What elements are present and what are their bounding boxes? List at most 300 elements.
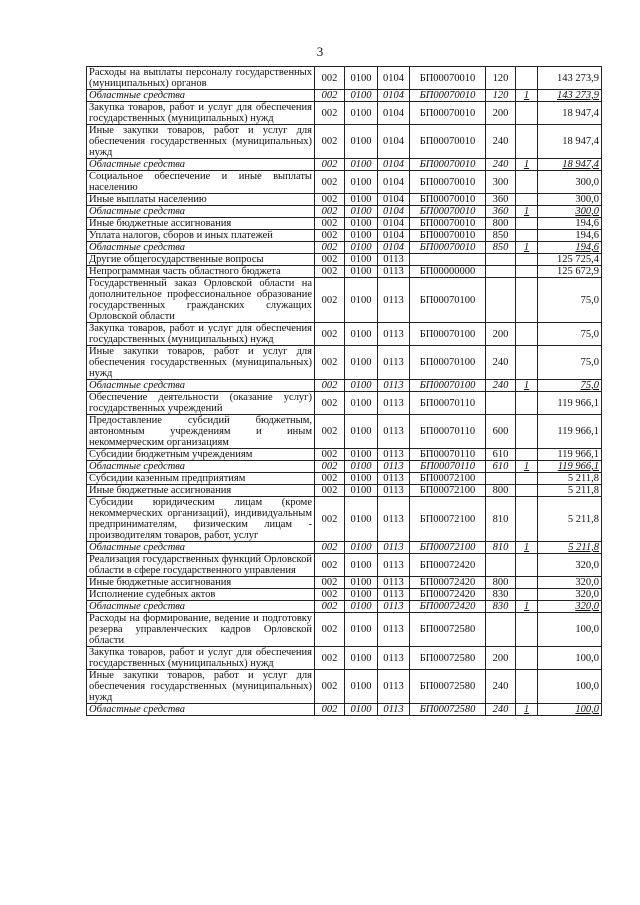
expense-type-cell: 200	[486, 323, 516, 346]
row-name-cell: Областные средства	[87, 601, 315, 613]
target-article-cell: БП00072100	[410, 497, 486, 542]
amount-cell: 75,0	[538, 278, 602, 323]
row-name-cell: Реализация государственных функций Орловской области в сфере государственного управления	[87, 554, 315, 577]
ministry-code-cell: 002	[315, 415, 345, 449]
row-name-cell: Расходы на формирование, ведение и подготовку резерва управленческих кадров Орловской области	[87, 613, 315, 647]
subsection-code-cell: 0113	[378, 254, 410, 266]
subsection-code-cell: 0113	[378, 542, 410, 554]
row-name-cell: Областные средства	[87, 206, 315, 218]
target-article-cell	[410, 254, 486, 266]
funding-source-cell	[516, 473, 538, 485]
row-name-cell: Областные средства	[87, 242, 315, 254]
section-code-cell: 0100	[345, 102, 378, 125]
funding-source-cell	[516, 194, 538, 206]
page-number: 3	[316, 44, 324, 59]
expense-type-cell: 240	[486, 125, 516, 159]
ministry-code-cell: 002	[315, 613, 345, 647]
table-row	[87, 554, 602, 577]
table-row	[87, 613, 602, 647]
expense-type-cell: 600	[486, 415, 516, 449]
section-code-cell: 0100	[345, 206, 378, 218]
subsection-code-cell: 0113	[378, 589, 410, 601]
target-article-cell: БП00072580	[410, 670, 486, 704]
ministry-code-cell: 002	[315, 704, 345, 716]
expense-type-cell: 800	[486, 485, 516, 497]
target-article-cell: БП00000000	[410, 266, 486, 278]
table-row	[87, 577, 602, 589]
expense-type-cell	[486, 613, 516, 647]
subsection-code-cell: 0104	[378, 125, 410, 159]
subsection-code-cell: 0104	[378, 206, 410, 218]
table-row	[87, 230, 602, 242]
expense-type-cell: 240	[486, 670, 516, 704]
funding-source-cell	[516, 266, 538, 278]
funding-source-cell: 1	[516, 704, 538, 716]
amount-cell: 75,0	[538, 346, 602, 380]
amount-cell: 300,0	[538, 206, 602, 218]
expense-type-cell: 120	[486, 90, 516, 102]
funding-source-cell	[516, 415, 538, 449]
section-code-cell: 0100	[345, 589, 378, 601]
ministry-code-cell: 002	[315, 392, 345, 415]
table-row	[87, 542, 602, 554]
row-name-cell: Обеспечение деятельности (оказание услуг) государственных учреждений	[87, 392, 315, 415]
row-name-cell: Закупка товаров, работ и услуг для обеспечения государственных (муниципальных) нужд	[87, 102, 315, 125]
subsection-code-cell: 0113	[378, 323, 410, 346]
section-code-cell: 0100	[345, 218, 378, 230]
target-article-cell: БП00070010	[410, 67, 486, 90]
amount-cell: 5 211,8	[538, 473, 602, 485]
ministry-code-cell: 002	[315, 346, 345, 380]
funding-source-cell	[516, 392, 538, 415]
row-name-cell: Иные бюджетные ассигнования	[87, 577, 315, 589]
target-article-cell: БП00072420	[410, 554, 486, 577]
budget-table-body	[87, 67, 602, 716]
funding-source-cell: 1	[516, 601, 538, 613]
table-row	[87, 670, 602, 704]
row-name-cell: Субсидии бюджетным учреждениям	[87, 449, 315, 461]
row-name-cell: Другие общегосударственные вопросы	[87, 254, 315, 266]
section-code-cell: 0100	[345, 485, 378, 497]
ministry-code-cell: 002	[315, 159, 345, 171]
target-article-cell: БП00072420	[410, 601, 486, 613]
table-row	[87, 589, 602, 601]
row-name-cell: Непрограммная часть областного бюджета	[87, 266, 315, 278]
subsection-code-cell: 0113	[378, 392, 410, 415]
table-row	[87, 380, 602, 392]
table-row	[87, 194, 602, 206]
expense-type-cell: 830	[486, 589, 516, 601]
row-name-cell: Областные средства	[87, 90, 315, 102]
funding-source-cell: 1	[516, 542, 538, 554]
section-code-cell: 0100	[345, 497, 378, 542]
subsection-code-cell: 0104	[378, 230, 410, 242]
amount-cell: 100,0	[538, 647, 602, 670]
funding-source-cell	[516, 613, 538, 647]
amount-cell: 143 273,9	[538, 90, 602, 102]
table-row	[87, 206, 602, 218]
row-name-cell: Закупка товаров, работ и услуг для обеспечения государственных (муниципальных) нужд	[87, 647, 315, 670]
subsection-code-cell: 0113	[378, 449, 410, 461]
amount-cell: 18 947,4	[538, 125, 602, 159]
subsection-code-cell: 0104	[378, 218, 410, 230]
section-code-cell: 0100	[345, 125, 378, 159]
expense-type-cell	[486, 254, 516, 266]
table-row	[87, 218, 602, 230]
section-code-cell: 0100	[345, 704, 378, 716]
target-article-cell: БП00070100	[410, 346, 486, 380]
subsection-code-cell: 0113	[378, 497, 410, 542]
subsection-code-cell: 0104	[378, 171, 410, 194]
section-code-cell: 0100	[345, 67, 378, 90]
funding-source-cell: 1	[516, 159, 538, 171]
table-row	[87, 601, 602, 613]
table-row	[87, 323, 602, 346]
expense-type-cell	[486, 554, 516, 577]
funding-source-cell	[516, 449, 538, 461]
ministry-code-cell: 002	[315, 577, 345, 589]
subsection-code-cell: 0113	[378, 415, 410, 449]
table-row	[87, 346, 602, 380]
ministry-code-cell: 002	[315, 171, 345, 194]
subsection-code-cell: 0113	[378, 670, 410, 704]
expense-type-cell: 360	[486, 206, 516, 218]
ministry-code-cell: 002	[315, 380, 345, 392]
funding-source-cell	[516, 323, 538, 346]
amount-cell: 125 672,9	[538, 266, 602, 278]
target-article-cell: БП00072580	[410, 613, 486, 647]
expense-type-cell: 120	[486, 67, 516, 90]
table-row	[87, 415, 602, 449]
ministry-code-cell: 002	[315, 206, 345, 218]
amount-cell: 320,0	[538, 577, 602, 589]
subsection-code-cell: 0113	[378, 554, 410, 577]
ministry-code-cell: 002	[315, 102, 345, 125]
target-article-cell: БП00070010	[410, 218, 486, 230]
expense-type-cell	[486, 473, 516, 485]
target-article-cell: БП00070010	[410, 102, 486, 125]
row-name-cell: Областные средства	[87, 159, 315, 171]
section-code-cell: 0100	[345, 392, 378, 415]
expense-type-cell: 240	[486, 346, 516, 380]
table-row	[87, 278, 602, 323]
table-row	[87, 497, 602, 542]
table-row	[87, 473, 602, 485]
row-name-cell: Иные закупки товаров, работ и услуг для обеспечения государственных (муниципальных) нужд	[87, 670, 315, 704]
expense-type-cell: 850	[486, 230, 516, 242]
subsection-code-cell: 0113	[378, 380, 410, 392]
expense-type-cell: 850	[486, 242, 516, 254]
target-article-cell: БП00070100	[410, 380, 486, 392]
table-row	[87, 254, 602, 266]
expense-type-cell: 610	[486, 461, 516, 473]
subsection-code-cell: 0113	[378, 473, 410, 485]
section-code-cell: 0100	[345, 380, 378, 392]
subsection-code-cell: 0104	[378, 67, 410, 90]
funding-source-cell	[516, 102, 538, 125]
amount-cell: 18 947,4	[538, 159, 602, 171]
expense-type-cell: 610	[486, 449, 516, 461]
funding-source-cell	[516, 254, 538, 266]
subsection-code-cell: 0104	[378, 242, 410, 254]
target-article-cell: БП00072420	[410, 577, 486, 589]
section-code-cell: 0100	[345, 647, 378, 670]
subsection-code-cell: 0113	[378, 704, 410, 716]
section-code-cell: 0100	[345, 194, 378, 206]
amount-cell: 18 947,4	[538, 102, 602, 125]
row-name-cell: Иные выплаты населению	[87, 194, 315, 206]
table-row	[87, 266, 602, 278]
funding-source-cell: 1	[516, 461, 538, 473]
expense-type-cell: 240	[486, 380, 516, 392]
subsection-code-cell: 0113	[378, 577, 410, 589]
amount-cell: 300,0	[538, 171, 602, 194]
section-code-cell: 0100	[345, 254, 378, 266]
amount-cell: 320,0	[538, 589, 602, 601]
section-code-cell: 0100	[345, 230, 378, 242]
table-row	[87, 171, 602, 194]
table-row	[87, 392, 602, 415]
ministry-code-cell: 002	[315, 647, 345, 670]
ministry-code-cell: 002	[315, 323, 345, 346]
row-name-cell: Субсидии юридическим лицам (кроме некоммерческих организаций), индивидуальным предпринимателям, физическим лицам - производителям товаров, работ, услуг	[87, 497, 315, 542]
row-name-cell: Областные средства	[87, 461, 315, 473]
target-article-cell: БП00072580	[410, 647, 486, 670]
amount-cell: 320,0	[538, 554, 602, 577]
amount-cell: 119 966,1	[538, 415, 602, 449]
row-name-cell: Уплата налогов, сборов и иных платежей	[87, 230, 315, 242]
subsection-code-cell: 0113	[378, 613, 410, 647]
target-article-cell: БП00070010	[410, 171, 486, 194]
subsection-code-cell: 0104	[378, 102, 410, 125]
table-row	[87, 461, 602, 473]
ministry-code-cell: 002	[315, 449, 345, 461]
table-row	[87, 647, 602, 670]
subsection-code-cell: 0113	[378, 485, 410, 497]
section-code-cell: 0100	[345, 554, 378, 577]
expense-type-cell	[486, 392, 516, 415]
section-code-cell: 0100	[345, 449, 378, 461]
funding-source-cell	[516, 485, 538, 497]
amount-cell: 194,6	[538, 242, 602, 254]
table-row	[87, 242, 602, 254]
row-name-cell: Областные средства	[87, 380, 315, 392]
expense-type-cell: 810	[486, 497, 516, 542]
row-name-cell: Государственный заказ Орловской области на дополнительное профессиональное образование государственных гражданских служащих Орловской области	[87, 278, 315, 323]
funding-source-cell: 1	[516, 90, 538, 102]
amount-cell: 194,6	[538, 218, 602, 230]
amount-cell: 5 211,8	[538, 485, 602, 497]
section-code-cell: 0100	[345, 415, 378, 449]
funding-source-cell: 1	[516, 242, 538, 254]
target-article-cell: БП00070110	[410, 392, 486, 415]
amount-cell: 5 211,8	[538, 542, 602, 554]
section-code-cell: 0100	[345, 159, 378, 171]
funding-source-cell	[516, 218, 538, 230]
amount-cell: 119 966,1	[538, 392, 602, 415]
ministry-code-cell: 002	[315, 90, 345, 102]
ministry-code-cell: 002	[315, 473, 345, 485]
table-row	[87, 159, 602, 171]
amount-cell: 119 966,1	[538, 449, 602, 461]
table-row	[87, 485, 602, 497]
ministry-code-cell: 002	[315, 589, 345, 601]
target-article-cell: БП00070010	[410, 159, 486, 171]
subsection-code-cell: 0113	[378, 461, 410, 473]
expense-type-cell: 200	[486, 102, 516, 125]
section-code-cell: 0100	[345, 461, 378, 473]
target-article-cell: БП00070100	[410, 323, 486, 346]
amount-cell: 5 211,8	[538, 497, 602, 542]
ministry-code-cell: 002	[315, 554, 345, 577]
target-article-cell: БП00070110	[410, 415, 486, 449]
section-code-cell: 0100	[345, 601, 378, 613]
expense-type-cell: 800	[486, 577, 516, 589]
section-code-cell: 0100	[345, 278, 378, 323]
expense-type-cell: 830	[486, 601, 516, 613]
subsection-code-cell: 0113	[378, 278, 410, 323]
ministry-code-cell: 002	[315, 242, 345, 254]
expense-type-cell: 800	[486, 218, 516, 230]
expense-type-cell: 240	[486, 704, 516, 716]
amount-cell: 125 725,4	[538, 254, 602, 266]
section-code-cell: 0100	[345, 90, 378, 102]
amount-cell: 100,0	[538, 704, 602, 716]
row-name-cell: Расходы на выплаты персоналу государственных (муниципальных) органов	[87, 67, 315, 90]
funding-source-cell	[516, 230, 538, 242]
amount-cell: 100,0	[538, 670, 602, 704]
funding-source-cell	[516, 171, 538, 194]
expense-type-cell: 200	[486, 647, 516, 670]
amount-cell: 300,0	[538, 194, 602, 206]
funding-source-cell	[516, 589, 538, 601]
amount-cell: 320,0	[538, 601, 602, 613]
row-name-cell: Субсидии казенным предприятиям	[87, 473, 315, 485]
section-code-cell: 0100	[345, 542, 378, 554]
row-name-cell: Предоставление субсидий бюджетным, автономным учреждениям и иным некоммерческим организациям	[87, 415, 315, 449]
row-name-cell: Исполнение судебных актов	[87, 589, 315, 601]
section-code-cell: 0100	[345, 473, 378, 485]
target-article-cell: БП00070010	[410, 125, 486, 159]
expense-type-cell: 810	[486, 542, 516, 554]
row-name-cell: Областные средства	[87, 542, 315, 554]
row-name-cell: Иные бюджетные ассигнования	[87, 218, 315, 230]
expense-type-cell: 360	[486, 194, 516, 206]
section-code-cell: 0100	[345, 323, 378, 346]
target-article-cell: БП00070110	[410, 449, 486, 461]
row-name-cell: Иные бюджетные ассигнования	[87, 485, 315, 497]
table-row	[87, 67, 602, 90]
funding-source-cell	[516, 346, 538, 380]
ministry-code-cell: 002	[315, 218, 345, 230]
target-article-cell: БП00072100	[410, 473, 486, 485]
amount-cell: 100,0	[538, 613, 602, 647]
ministry-code-cell: 002	[315, 670, 345, 704]
funding-source-cell	[516, 670, 538, 704]
funding-source-cell: 1	[516, 206, 538, 218]
subsection-code-cell: 0104	[378, 90, 410, 102]
subsection-code-cell: 0113	[378, 346, 410, 380]
subsection-code-cell: 0113	[378, 647, 410, 670]
funding-source-cell	[516, 554, 538, 577]
section-code-cell: 0100	[345, 577, 378, 589]
funding-source-cell	[516, 278, 538, 323]
ministry-code-cell: 002	[315, 254, 345, 266]
target-article-cell: БП00072420	[410, 589, 486, 601]
ministry-code-cell: 002	[315, 601, 345, 613]
expense-type-cell: 300	[486, 171, 516, 194]
row-name-cell: Иные закупки товаров, работ и услуг для обеспечения государственных (муниципальных) нужд	[87, 346, 315, 380]
target-article-cell: БП00070010	[410, 206, 486, 218]
subsection-code-cell: 0113	[378, 601, 410, 613]
expense-type-cell: 240	[486, 159, 516, 171]
section-code-cell: 0100	[345, 613, 378, 647]
funding-source-cell	[516, 125, 538, 159]
row-name-cell: Закупка товаров, работ и услуг для обеспечения государственных (муниципальных) нужд	[87, 323, 315, 346]
target-article-cell: БП00072100	[410, 542, 486, 554]
ministry-code-cell: 002	[315, 194, 345, 206]
section-code-cell: 0100	[345, 346, 378, 380]
ministry-code-cell: 002	[315, 125, 345, 159]
ministry-code-cell: 002	[315, 485, 345, 497]
funding-source-cell	[516, 577, 538, 589]
target-article-cell: БП00070010	[410, 230, 486, 242]
expense-type-cell	[486, 266, 516, 278]
ministry-code-cell: 002	[315, 230, 345, 242]
amount-cell: 143 273,9	[538, 67, 602, 90]
ministry-code-cell: 002	[315, 461, 345, 473]
target-article-cell: БП00070010	[410, 242, 486, 254]
section-code-cell: 0100	[345, 670, 378, 704]
funding-source-cell	[516, 67, 538, 90]
section-code-cell: 0100	[345, 266, 378, 278]
ministry-code-cell: 002	[315, 542, 345, 554]
section-code-cell: 0100	[345, 242, 378, 254]
row-name-cell: Иные закупки товаров, работ и услуг для обеспечения государственных (муниципальных) нужд	[87, 125, 315, 159]
ministry-code-cell: 002	[315, 266, 345, 278]
target-article-cell: БП00070010	[410, 194, 486, 206]
subsection-code-cell: 0104	[378, 194, 410, 206]
ministry-code-cell: 002	[315, 67, 345, 90]
funding-source-cell	[516, 647, 538, 670]
amount-cell: 75,0	[538, 380, 602, 392]
subsection-code-cell: 0104	[378, 159, 410, 171]
section-code-cell: 0100	[345, 171, 378, 194]
table-row	[87, 102, 602, 125]
expense-type-cell	[486, 278, 516, 323]
target-article-cell: БП00070110	[410, 461, 486, 473]
ministry-code-cell: 002	[315, 497, 345, 542]
target-article-cell: БП00070100	[410, 278, 486, 323]
funding-source-cell: 1	[516, 380, 538, 392]
table-row	[87, 449, 602, 461]
amount-cell: 119 966,1	[538, 461, 602, 473]
table-row	[87, 125, 602, 159]
target-article-cell: БП00072100	[410, 485, 486, 497]
funding-source-cell	[516, 497, 538, 542]
amount-cell: 75,0	[538, 323, 602, 346]
table-row	[87, 704, 602, 716]
row-name-cell: Социальное обеспечение и иные выплаты населению	[87, 171, 315, 194]
amount-cell: 194,6	[538, 230, 602, 242]
target-article-cell: БП00070010	[410, 90, 486, 102]
budget-table	[86, 66, 602, 716]
row-name-cell: Областные средства	[87, 704, 315, 716]
ministry-code-cell: 002	[315, 278, 345, 323]
subsection-code-cell: 0113	[378, 266, 410, 278]
table-row	[87, 90, 602, 102]
target-article-cell: БП00072580	[410, 704, 486, 716]
